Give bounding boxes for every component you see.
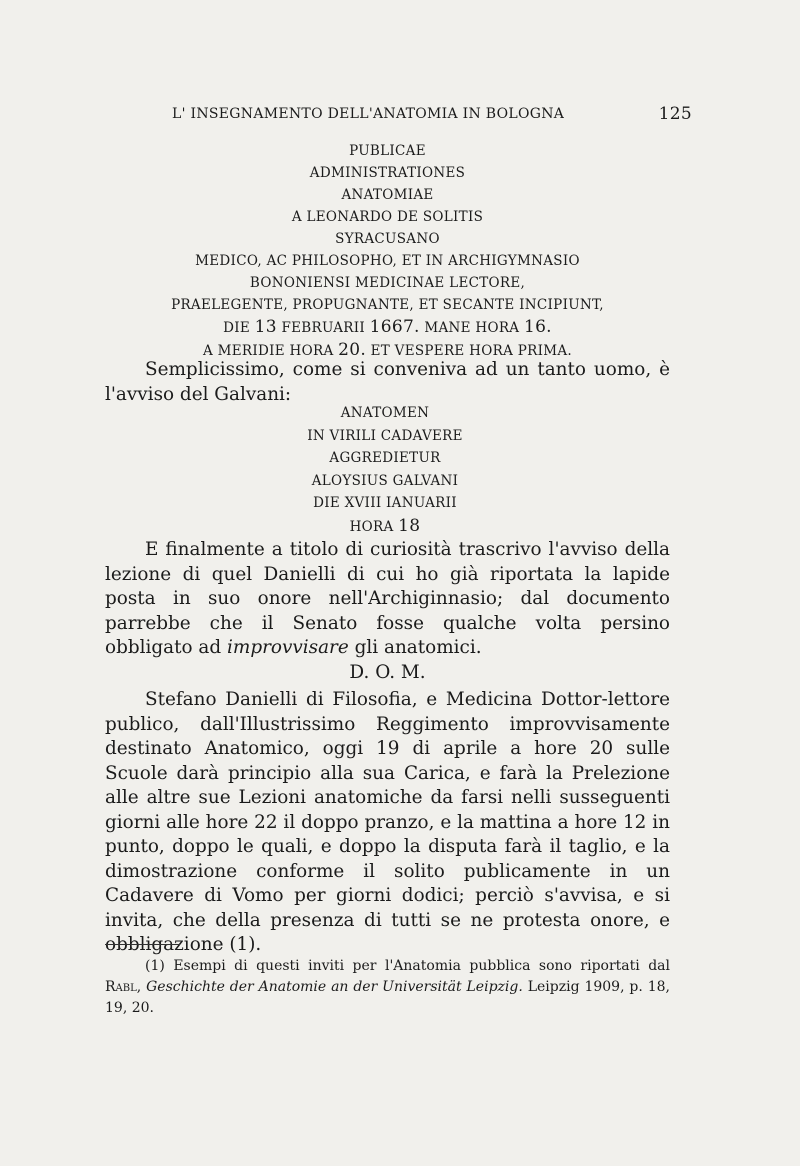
notice-line: ALOYSIUS GALVANI: [311, 472, 459, 489]
footnote: [105, 956, 670, 1019]
anatomy-notice-galvani: [220, 402, 550, 538]
notice-hour: 18: [398, 515, 421, 536]
notice-line: AGGREDIETUR: [329, 450, 441, 466]
text-run: Stefano Danielli di Filosofia, e Medicina Dottor-lettore publico, dall'Illustrissimo Reggimento improvvisamente destinato Anatomico, oggi 19 di aprile a hore 20 sulle Scuole darà principio alla sua Carica, e farà la Prelezione alle altre sue Lezioni anatomiche da farsi nelli susseguenti giorni alle hore 22 il doppo pranzo, e la mattina a hore 12 in punto, doppo le quali, e doppo la disputa farà il taglio, e la dimostrazione conforme il solito publicamente in un Cadavere di Vomo per giorni dodici; perciò s'avvisa, e si invita, che della presenza di tutti se ne protesta onore, e obbligazione: [105, 689, 670, 955]
dom-heading: D. O. M.: [349, 662, 426, 683]
anatomy-notice-solitis: [105, 140, 670, 362]
notice-line: PRAELEGENTE, PROPUGNANTE, ET SECANTE INCIPIUNT,: [171, 297, 604, 313]
footnote-text: [105, 956, 670, 1019]
notice-text: DIE: [223, 320, 251, 336]
notice-text: ET VESPERE HORA PRIMA.: [370, 343, 572, 359]
notice-line: IN VIRILI CADAVERE: [307, 427, 463, 444]
text-run: Leipzig 1909, p. 18, 19, 20.: [105, 979, 670, 1016]
notice-line: ANATOMIAE: [341, 187, 434, 203]
notice-date-line: [105, 316, 670, 339]
text-run: E finalmente a titolo di curiosità trascrivo l'avviso della lezione di quel Danielli di cui ho già riportata la lapide posta in suo onore nell'Archiginnasio; dal documento parrebbe che il Senato fosse qualche volta persino obbligato ad: [105, 539, 670, 658]
notice-text: MANE HORA: [424, 320, 520, 336]
notice-hour: 20.: [338, 340, 367, 360]
notice-line: ANATOMEN: [340, 405, 430, 421]
paragraph-danielli-intro: [105, 538, 670, 661]
page-number: 125: [658, 104, 692, 124]
paragraph-text: [105, 538, 670, 661]
notice-year: 1667.: [369, 317, 420, 337]
italic-word: improvvisare: [227, 637, 349, 658]
notice-line: ADMINISTRATIONES: [309, 165, 466, 181]
notice-day: 13: [254, 317, 277, 337]
footnote-reference: (1): [229, 934, 256, 955]
notice-hour-line: [220, 515, 550, 539]
notice-line: DIE XVIII IANUARII: [313, 495, 457, 511]
footnote-title: Geschichte der Anatomie an der Universität Leipzig.: [146, 979, 523, 995]
paragraph-text: [105, 688, 670, 958]
notice-text: HORA: [349, 518, 394, 535]
notice-line: BONONIENSI MEDICINAE LECTORE,: [249, 275, 526, 291]
notice-line: MEDICO, AC PHILOSOPHO, ET IN ARCHIGYMNASIO: [195, 253, 580, 269]
running-header: [172, 106, 692, 122]
running-title: L' INSEGNAMENTO DELL'ANATOMIA IN BOLOGNA: [172, 106, 565, 122]
text-run: .: [255, 934, 262, 955]
paragraph-text: Semplicissimo, come si conveniva ad un tanto uomo, è l'avviso del Galvani:: [105, 359, 670, 405]
notice-line: PUBLICAE: [349, 143, 426, 159]
notice-line: A LEONARDO DE SOLITIS: [291, 209, 484, 225]
notice-text: A MERIDIE HORA: [203, 343, 334, 359]
notice-text: FEBRUARII: [281, 320, 365, 336]
footnote-author: Rabl,: [105, 979, 142, 995]
paragraph-danielli-notice: [105, 688, 670, 958]
footnote-marker: (1): [145, 958, 165, 974]
text-run: Esempi di questi inviti per l'Anatomia pubblica sono riportati dal: [173, 958, 670, 974]
notice-hour: 16.: [523, 317, 552, 337]
footnote-rule: [105, 944, 180, 945]
paragraph-galvani-intro: [105, 358, 670, 407]
notice-line: SYRACUSANO: [335, 231, 440, 247]
text-run: gli anatomici.: [354, 637, 482, 658]
